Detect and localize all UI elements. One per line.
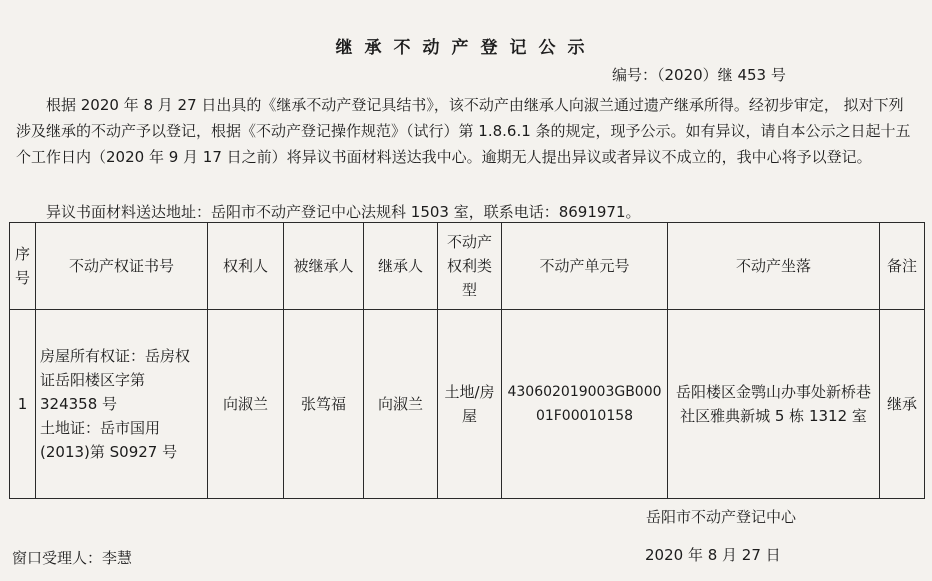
cell-decedent: 张笃福 [284,310,364,499]
cell-right-type: 土地/房屋 [438,310,502,499]
registration-table [9,222,925,499]
cell-seq: 1 [10,310,36,499]
table-row [10,310,925,499]
header-seq: 序号 [10,223,36,310]
header-decedent: 被继承人 [284,223,364,310]
cell-cert-no [36,310,208,499]
header-right-type: 不动产权利类型 [438,223,502,310]
issuer-name: 岳阳市不动产登记中心 [646,508,797,526]
window-receiver: 窗口受理人：李慧 [12,549,133,567]
notice-paragraph [16,92,916,170]
cell-owner: 向淑兰 [208,310,284,499]
header-owner: 权利人 [208,223,284,310]
cell-heir: 向淑兰 [364,310,438,499]
header-remark: 备注 [880,223,925,310]
header-location: 不动产坐落 [668,223,880,310]
objection-address: 异议书面材料送达地址：岳阳市不动产登记中心法规科 1503 室，联系电话：8691971。 [46,203,641,221]
cell-unit-no: 430602019003GB00001F00010158 [502,310,668,499]
cert-house: 房屋所有权证：岳房权证岳阳楼区字第 324358 号 [40,347,191,413]
table-header-row [10,223,925,310]
issue-date: 2020 年 8 月 27 日 [645,546,781,564]
notice-paragraph-text: 根据 2020 年 8 月 27 日出具的《继承不动产登记具结书》，该不动产由继承人向淑兰通过遗产继承所得。经初步审定， 拟对下列涉及继承的不动产予以登记，根据《不动产登记操作规范》（试行）第 1.8.6.1 条的规定，现予公示。如有异议，请自本公示之日起十五个工作日内（2020 年 9 月 17 日之前）将异议书面材料送达我中心。逾期无人提出异议或者异议不成立的，我中心将予以登记。 [16,96,911,166]
cell-remark: 继承 [880,310,925,499]
page-title: 继承不动产登记公示 [335,38,597,58]
header-cert-no: 不动产权证书号 [36,223,208,310]
cell-location: 岳阳楼区金鹗山办事处新桥巷社区雅典新城 5 栋 1312 室 [668,310,880,499]
cert-land: 土地证：岳市国用(2013)第 S0927 号 [40,419,178,461]
header-unit-no: 不动产单元号 [502,223,668,310]
header-heir: 继承人 [364,223,438,310]
document-number: 编号：（2020）继 453 号 [612,66,786,84]
